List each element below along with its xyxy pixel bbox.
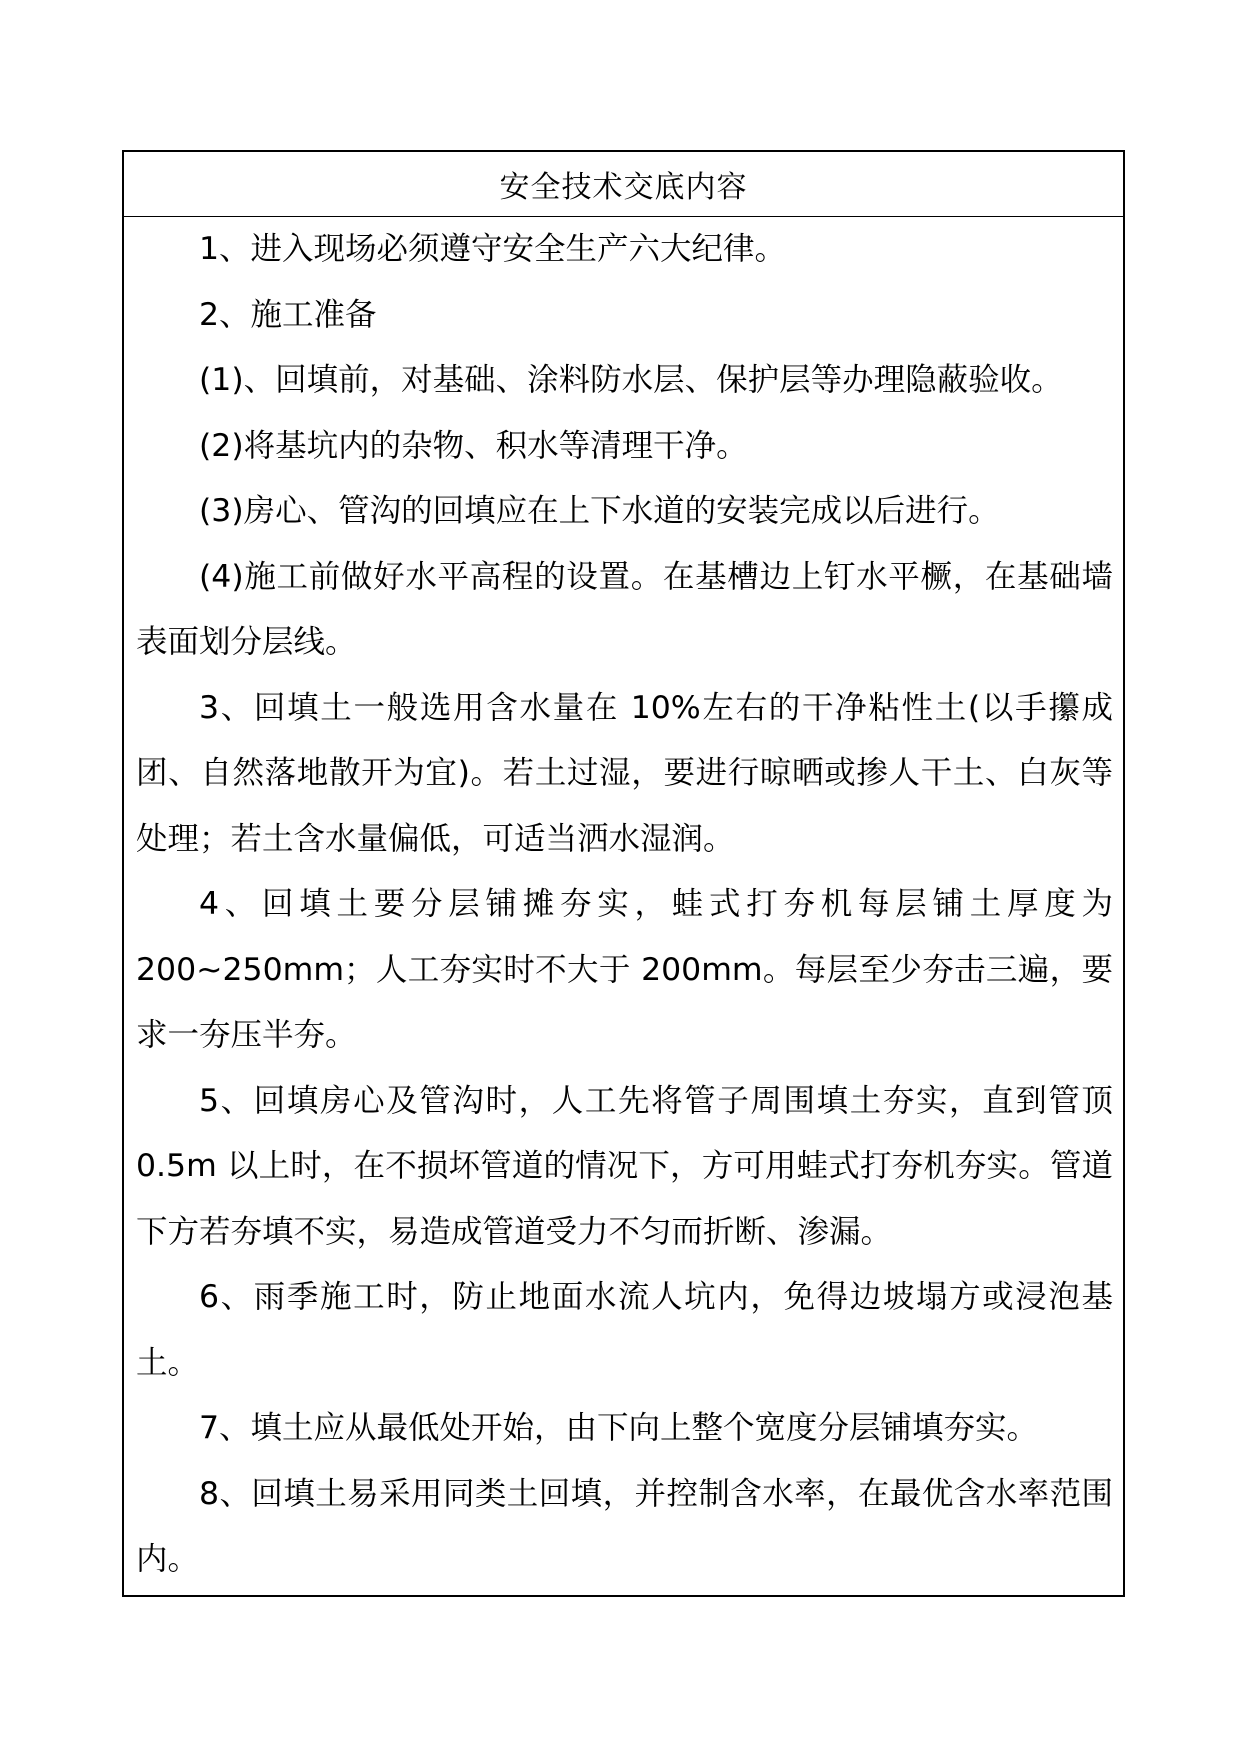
item-2-4-paragraph: (4)施工前做好水平高程的设置。在基槽边上钉水平橛，在基础墙表面划分层线。 (136, 558, 1113, 660)
item-3-paragraph: 3、回填土一般选用含水量在 10%左右的干净粘性土(以手攥成团、自然落地散开为宜)。若土过湿，要进行晾晒或掺人干土、白灰等处理；若土含水量偏低，可适当洒水湿润。 (136, 689, 1113, 857)
item-5-paragraph: 5、回填房心及管沟时，人工先将管子周围填土夯实，直到管顶 0.5m 以上时，在不损坏管道的情况下，方可用蛙式打夯机夯实。管道下方若夯填不实，易造成管道受力不匀而折断、渗漏。 (136, 1082, 1113, 1250)
table-header: 安全技术交底内容 (124, 152, 1123, 217)
item-2-paragraph: 2、施工准备 (199, 296, 377, 333)
item-2-1-paragraph: (1)、回填前，对基础、涂料防水层、保护层等办理隐蔽验收。 (199, 362, 1063, 398)
item-1-paragraph: 1、进入现场必须遵守安全生产六大纪律。 (199, 231, 787, 267)
item-8-paragraph: 8、回填土易采用同类土回填，并控制含水率，在最优含水率范围内。 (136, 1475, 1113, 1577)
item-6-paragraph: 6、雨季施工时，防止地面水流人坑内，免得边坡塌方或浸泡基土。 (136, 1279, 1113, 1381)
item-2-3-paragraph: (3)房心、管沟的回填应在上下水道的安装完成以后进行。 (199, 493, 1000, 529)
item-2-2-paragraph: (2)将基坑内的杂物、积水等清理干净。 (199, 427, 748, 464)
table-body (124, 217, 1123, 1595)
item-7-paragraph: 7、填土应从最低处开始，由下向上整个宽度分层铺填夯实。 (199, 1410, 1039, 1446)
safety-disclosure-table (122, 150, 1125, 1597)
item-4-paragraph: 4、回填土要分层铺摊夯实，蛙式打夯机每层铺土厚度为 200~250mm；人工夯实时不大于 200mm。每层至少夯击三遍，要求一夯压半夯。 (136, 886, 1113, 1053)
